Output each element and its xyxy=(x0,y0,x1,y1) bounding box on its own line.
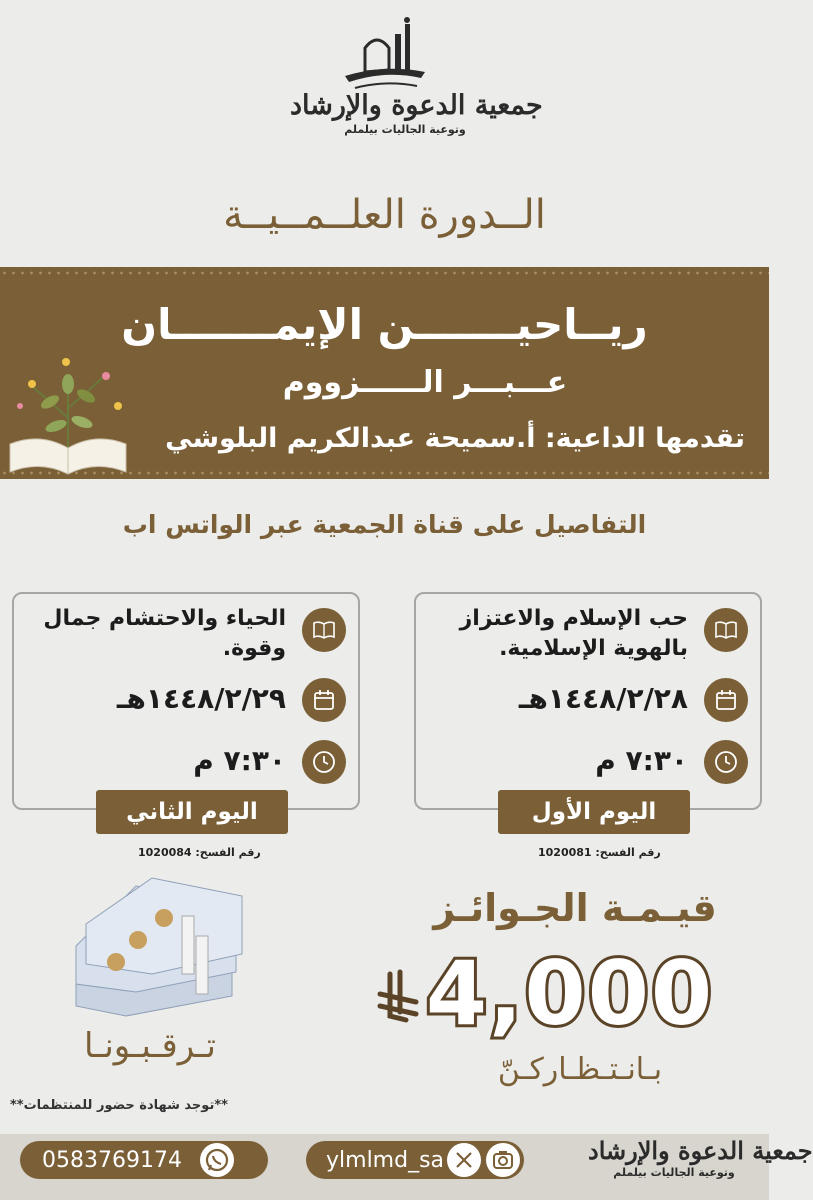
prize-amount: 4,000 xyxy=(425,942,715,1045)
day1-registration-number: رقم الفسح: 1020081 xyxy=(538,846,661,859)
banner-title: ريــاحيـــــــن الإيمـــــــان xyxy=(121,300,648,349)
whatsapp-icon[interactable] xyxy=(200,1143,234,1177)
open-book-plant-icon xyxy=(6,348,130,476)
logo-bottom-name: جمعية الدعوة والإرشاد xyxy=(588,1136,813,1165)
day1-label-badge: اليوم الأول xyxy=(498,790,690,834)
day2-registration-number: رقم الفسح: 1020084 xyxy=(138,846,261,859)
day2-date: ١٤٤٨/٢/٢٩هـ xyxy=(116,682,286,715)
day2-time: ٧:٣٠ م xyxy=(193,744,286,777)
phone-number: 0583769174 xyxy=(42,1147,182,1173)
logo-top xyxy=(290,14,543,159)
mosque-logo-icon xyxy=(325,14,445,92)
day1-time: ٧:٣٠ م xyxy=(595,744,688,777)
day-card-1 xyxy=(414,592,762,810)
day1-date: ١٤٤٨/٢/٢٨هـ xyxy=(518,682,688,715)
banner-dots-top xyxy=(0,269,769,277)
logo-subtitle: وتوعية الجاليات بيلملم xyxy=(344,123,466,136)
waiting-text: بـانـتـظـاركـنّ xyxy=(497,1052,663,1087)
instagram-icon[interactable] xyxy=(486,1143,520,1177)
calendar-icon xyxy=(302,678,346,722)
logo-name: جمعية الدعوة والإرشاد xyxy=(290,90,543,121)
clock-icon xyxy=(302,740,346,784)
details-line: التفاصيل على قناة الجمعية عبر الواتس اب xyxy=(122,510,647,539)
prizes-label: قيـمـة الجـوائـز xyxy=(433,886,717,930)
day-card-2 xyxy=(12,592,360,810)
banner-via: عـــبـــر الــــــزووم xyxy=(282,365,568,400)
logo-bottom-subtitle: وتوعية الجاليات بيلملم xyxy=(613,1166,735,1180)
clock-icon xyxy=(704,740,748,784)
logo-bottom xyxy=(588,1136,813,1196)
banner-presenter: تقدمها الداعية: أ.سميحة عبدالكريم البلوشي xyxy=(165,423,745,454)
stay-tuned-text: تـرقـبـونـا xyxy=(84,1026,216,1066)
course-label: الــدورة العلــمــيــة xyxy=(223,192,546,238)
day1-topic: حب الإسلام والاعتزاز بالهوية الإسلامية. xyxy=(459,606,688,661)
day2-label-badge: اليوم الثاني xyxy=(96,790,288,834)
money-stacks-icon xyxy=(56,876,252,1024)
book-icon xyxy=(704,608,748,652)
social-handle: ylmlmd_sa xyxy=(326,1147,445,1173)
x-icon[interactable] xyxy=(447,1143,481,1177)
certificate-note: **توجد شهادة حضور للمنتظمات** xyxy=(10,1098,228,1113)
calendar-icon xyxy=(704,678,748,722)
day2-topic: الحياء والاحتشام جمال وقوة. xyxy=(43,606,286,661)
book-icon xyxy=(302,608,346,652)
